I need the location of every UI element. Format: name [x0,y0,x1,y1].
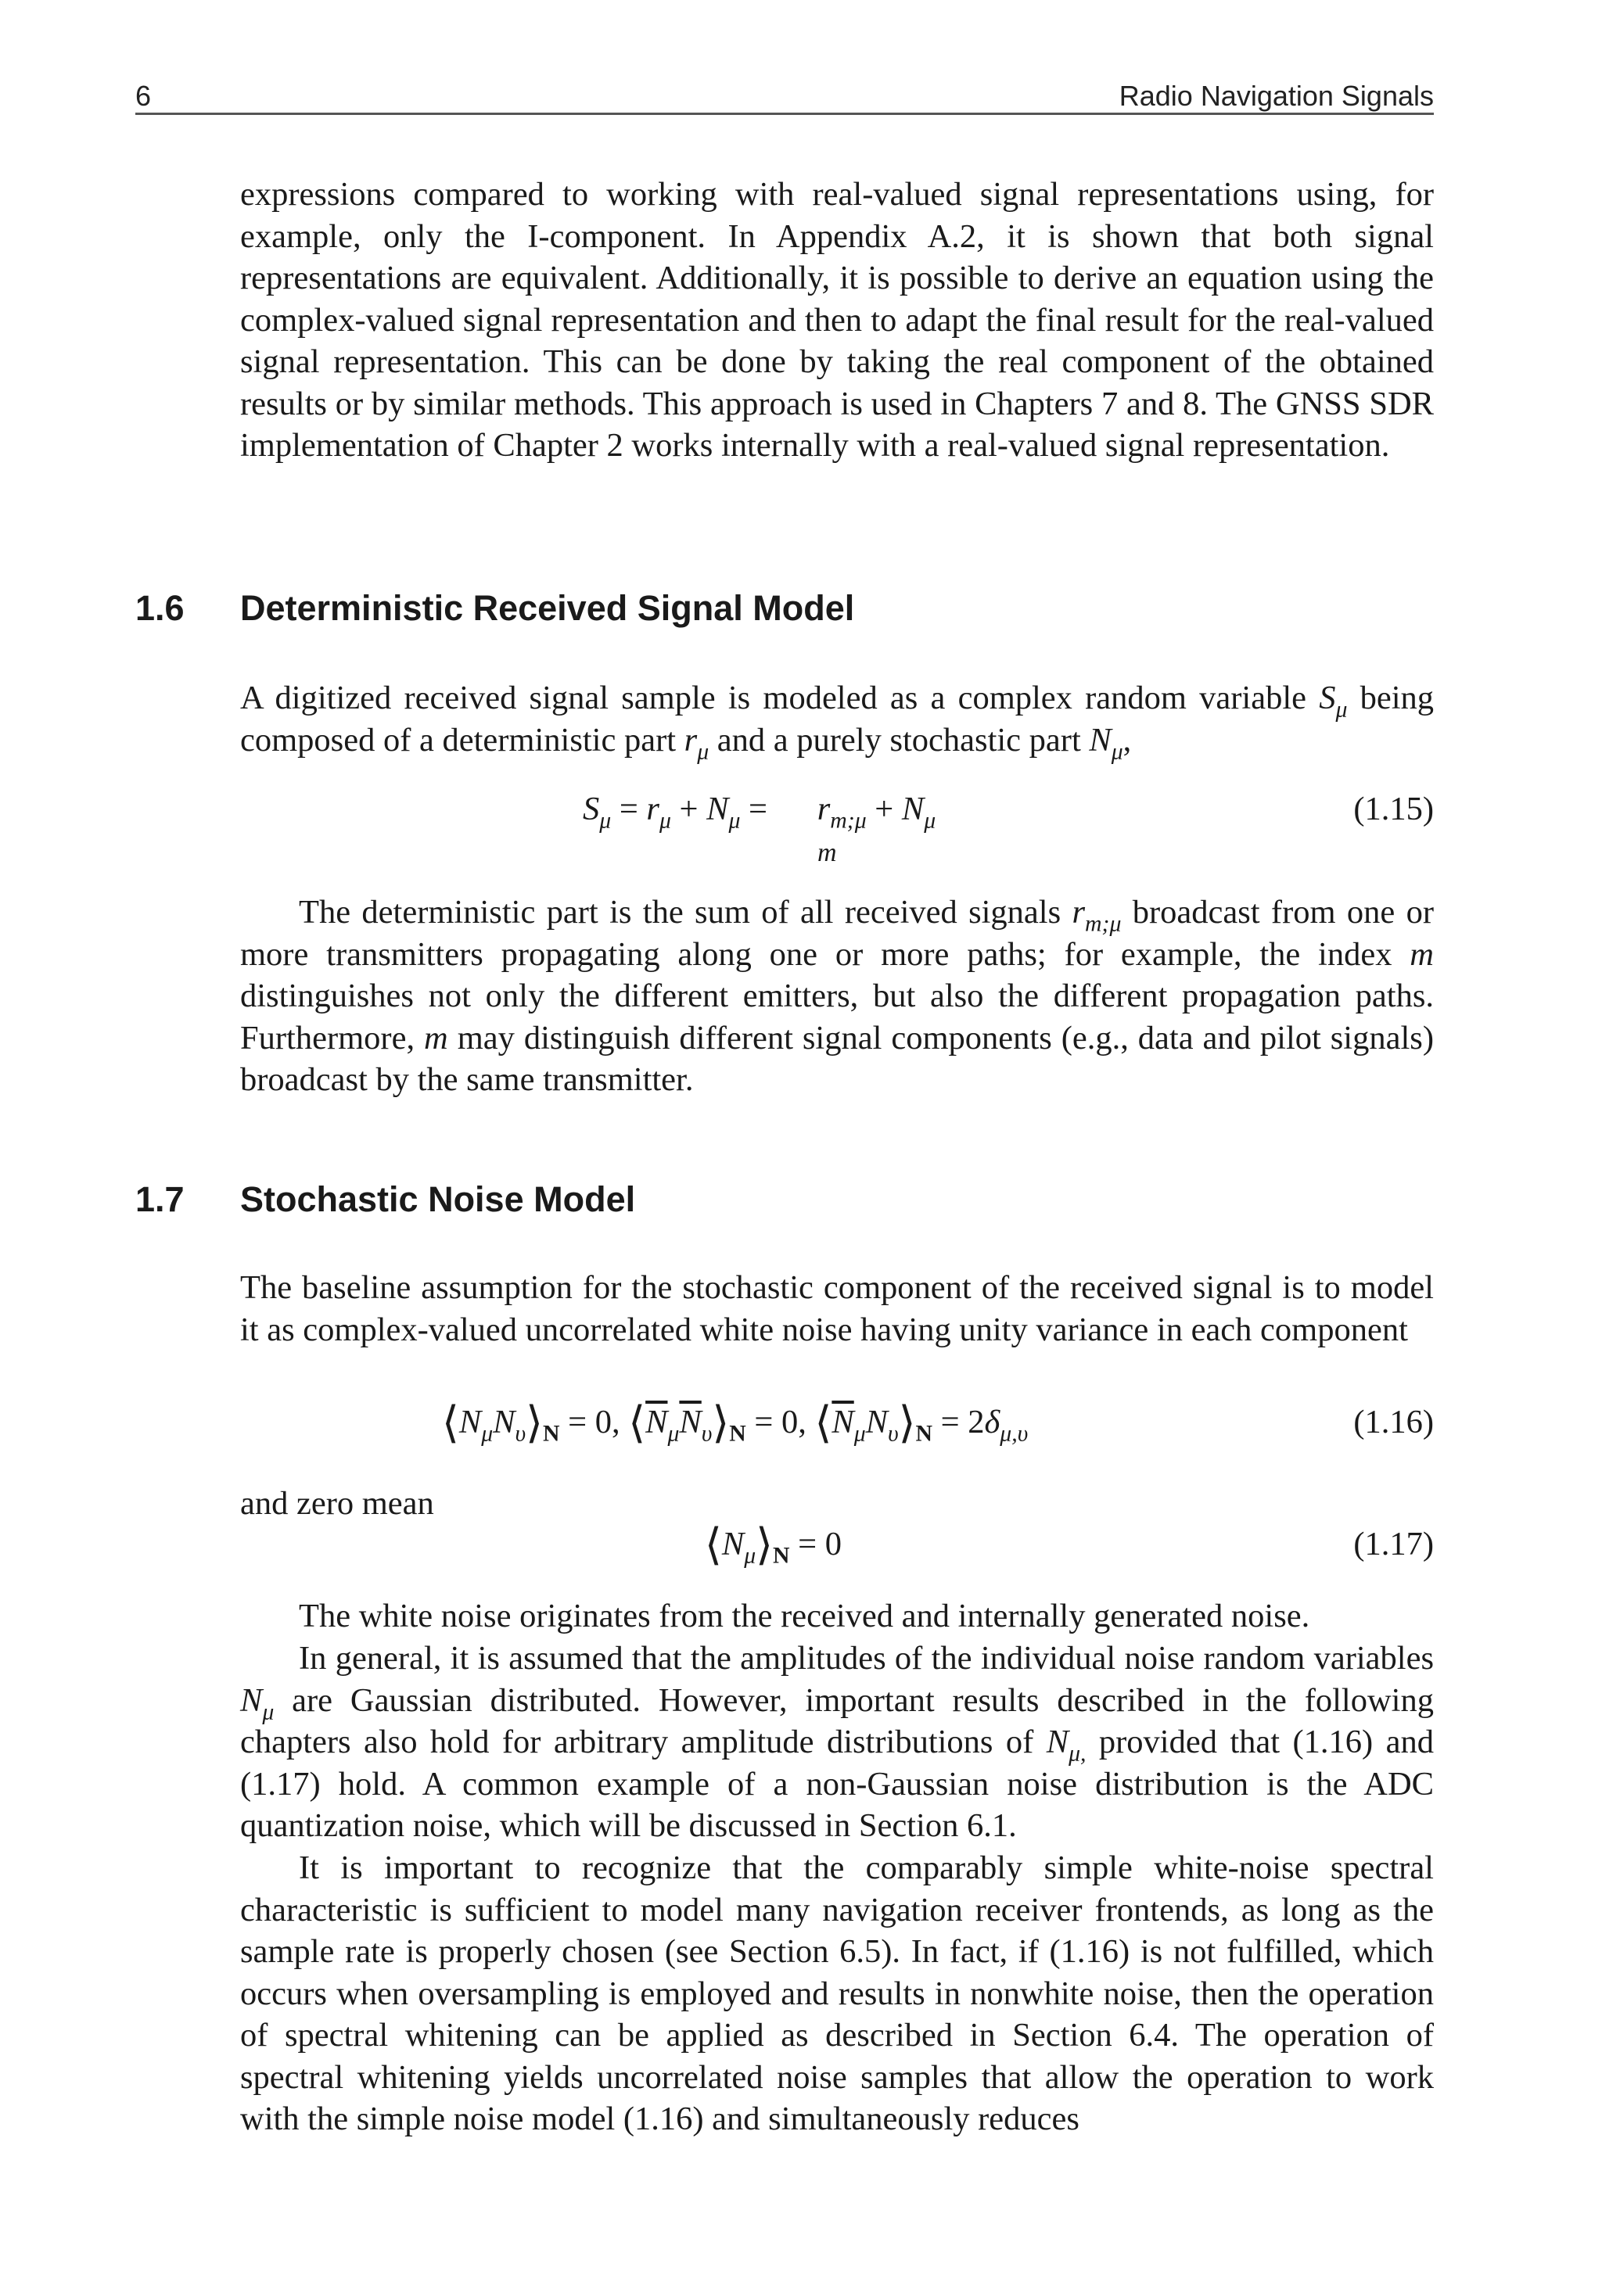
section-title: Deterministic Received Signal Model [240,588,855,628]
section-title: Stochastic Noise Model [240,1179,636,1219]
section-heading-1-6 [135,588,854,629]
math-n-mu: $N_\mu$ [1089,721,1123,764]
section-1-6-paragraph-1 [240,677,1435,764]
section-number: 1.6 [135,588,185,628]
math-n-mu: $N_\mu$ [240,1681,275,1724]
equation-1-17 [240,1521,1434,1572]
section-1-7-paragraph-2: The white noise originates from the received and internally generated noise. [299,1598,1310,1634]
text-run: , [1122,721,1132,759]
equation-body: $⟨N_\mu⟩_N = 0$ [705,1521,842,1570]
running-title: Radio Navigation Signals [1119,80,1434,112]
text-run: A digitized received signal sample is modeled as a complex random variable [240,680,1320,716]
section-1-6-paragraph-2 [240,891,1434,1101]
sum-index: m [817,838,837,867]
equation-number: (1.15) [1353,791,1434,827]
section-number: 1.7 [135,1179,185,1219]
text-run: The deterministic part is the sum of all received signals [299,894,1072,931]
section-1-7-paragraph-4: It is important to recognize that the comparably simple white-noise spectral characteristic is sufficient to model many navigation receiver frontends, as long as the sample rate is properly chosen (see Section 6.5). In fact, if (1.16) is not fulfilled, which occurs when oversampling is employed and results in nonwhite noise, then the operation of spectral whitening can be applied as described in Section 6.4. The operation of spectral whitening yields uncorrelated noise samples that allow the operation to work with the simple noise model (1.16) and simultaneously reduces [240,1849,1434,2137]
math-r-mu: $r_\mu$ [684,721,709,764]
equation-1-15 [240,790,1434,867]
equation-number: (1.16) [1353,1404,1434,1440]
text-run: are Gaussian distributed. However, important results described in the following chapters also hold for arbitrary amplitude distributions of [240,1681,1434,1760]
equation-body: $⟨N_\mu N_\upsilon⟩_N = 0$, $⟨\overline{N}_\mu\overline{N}_\upsilon⟩_N = 0$, $⟨\overline{N}_\mu N_\upsilon⟩_N = 2\delta_{\mu,\upsilon}$ [442,1399,1029,1448]
text-run: In general, it is assumed that the amplitudes of the individual noise random variables [299,1640,1434,1677]
math-m: m [1410,935,1434,973]
equation-body: $S_\mu = r_\mu + N_\mu$ = $r_{m;\mu} + N_\mu$ [583,791,936,834]
math-n-mu: $N_{\mu,}$ [1046,1724,1087,1767]
text-run: may distinguish different signal components (e.g., data and pilot signals) broadcast by the same transmitter. [240,1019,1434,1098]
section-heading-1-7 [135,1179,635,1220]
math-r-m-mu: $r_{m;\mu}$ [1072,894,1122,937]
text-run: distinguishes not only the different emitters, but also the different propagation paths. Furthermore, [240,978,1434,1057]
equation-number: (1.17) [1353,1526,1434,1562]
zero-mean-text: and zero mean [240,1485,434,1522]
section-1-7-paragraph-1: The baseline assumption for the stochastic component of the received signal is to model it as complex-valued uncorrelated white noise having unity variance in each component [240,1269,1434,1348]
text-run: and a purely stochastic part [709,721,1090,759]
intro-paragraph: expressions compared to working with real-valued signal representations using, for example, only the I-component. In Appendix A.2, it is shown that both signal representations are equivalent. Additionally, it is possible to derive an equation using the complex-valued signal representation and then to adapt the final result for the real-valued signal representation. This can be done by taking the real component of the obtained results or by similar methods. This approach is used in Chapters 7 and 8. The GNSS SDR implementation of Chapter 2 works internally with a real-valued signal representation. [240,176,1434,464]
text-run: broadcast from one or more transmitters propagating along one or more paths; for example, the index [240,894,1434,973]
page-number: 6 [135,80,152,112]
equation-1-16 [240,1399,1434,1450]
math-s-mu: $S_\mu$ [1319,680,1348,723]
section-1-7-paragraph-3 [240,1638,1434,1847]
page-header [135,77,1434,115]
text-run: being composed of a deterministic part [240,680,1435,759]
math-m: m [424,1019,448,1057]
text-run: provided that (1.16) and (1.17) hold. A common example of a non-Gaussian noise distribution is the ADC quantization noise, which will be discussed in Section 6.1. [240,1724,1434,1844]
